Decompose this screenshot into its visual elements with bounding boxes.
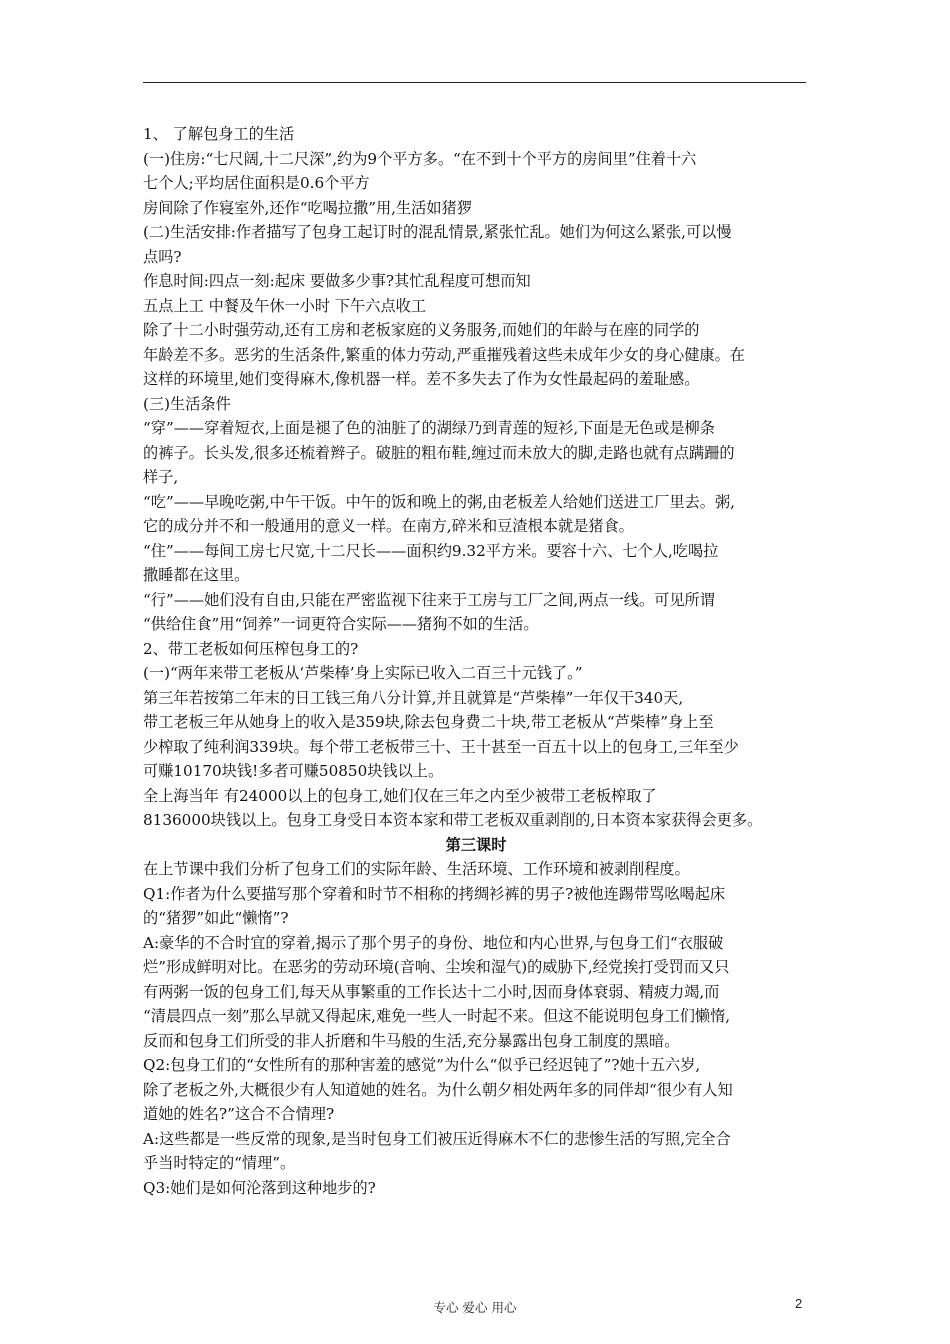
header-rule	[143, 82, 806, 83]
text-line: (三)生活条件	[143, 394, 231, 413]
text-line: A:豪华的不合时宜的穿着,揭示了那个男子的身份、地位和内心世界,与包身工们“衣服破	[143, 933, 724, 952]
text-line: Q3:她们是如何沦落到这种地步的?	[143, 1178, 376, 1197]
text-line: 房间除了作寝室外,还作“吃喝拉撒”用,生活如猪猡	[143, 198, 472, 217]
text-line: 少榨取了纯利润339块。每个带工老板带三十、王十甚至一百五十以上的包身工,三年至少	[143, 737, 739, 756]
text-line: “供给住食”用“饲养”一词更符合实际——猪狗不如的生活。	[143, 615, 539, 633]
text-line: 五点上工 中餐及午休一小时 下午六点收工	[143, 296, 427, 315]
text-line: (一)“两年来带工老板从‘芦柴棒’身上实际已收入二百三十元钱了。”	[143, 664, 583, 682]
text-line: “吃”——早晚吃粥,中午干饭。中午的饭和晚上的粥,由老板差人给她们送进工厂里去。粥,	[143, 492, 735, 511]
text-line: 除了十二小时强劳动,还有工房和老板家庭的义务服务,而她们的年龄与在座的同学的	[143, 321, 700, 339]
text-line: 的裤子。长头发,很多还梳着辫子。破脏的粗布鞋,缠过而未放大的脚,走路也就有点蹒跚的	[143, 443, 735, 462]
text-line: 烂”形成鲜明对比。在恶劣的劳动环境(音响、尘埃和湿气)的威胁下,经党挨打受罚而又只	[143, 958, 730, 976]
text-line: 1、 了解包身工的生活	[143, 125, 295, 143]
page-number: 2	[795, 1296, 803, 1311]
text-line: 全上海当年 有24000以上的包身工,她们仅在三年之内至少被带工老板榨取了	[143, 786, 657, 805]
text-line: 样子,	[143, 468, 179, 486]
text-line: 反而和包身工们所受的非人折磨和牛马般的生活,充分暴露出包身工制度的黑暗。	[143, 1031, 680, 1050]
text-line: “清晨四点一刻”那么早就又得起床,难免一些人一时起不来。但这不能说明包身工们懒惰,	[143, 1007, 731, 1025]
section-heading: 第三课时	[445, 835, 507, 854]
text-line: 作息时间:四点一刻:起床 要做多少事?其忙乱程度可想而知	[143, 272, 531, 290]
text-line: 可赚10170块钱!多者可赚50850块钱以上。	[143, 762, 444, 780]
text-line: 撒睡都在这里。	[143, 566, 250, 584]
text-line: 在上节课中我们分析了包身工们的实际年龄、生活环境、工作环境和被剥削程度。	[143, 860, 690, 878]
text-line: 带工老板三年从她身上的收入是359块,除去包身费二十块,带工老板从“芦柴棒”身上至	[143, 713, 714, 731]
text-line: Q2:包身工们的“女性所有的那种害羞的感觉”为什么“似乎已经迟钝了”?她十五六岁,	[143, 1056, 701, 1074]
text-line: “住”——每间工房七尺宽,十二尺长——面积约9.32平方米。要容十六、七个人,吃喝拉	[143, 541, 719, 560]
text-line: 七个人;平均居住面积是0.6个平方	[143, 174, 370, 192]
document-body	[143, 122, 809, 1200]
text-line: 它的成分并不和一般通用的意义一样。在南方,碎米和豆渣根本就是猪食。	[143, 517, 634, 535]
text-line: 乎当时特定的“情理”。	[143, 1154, 296, 1172]
text-line: 第三年若按第二年末的日工钱三角八分计算,并且就算是“芦柴棒”一年仅干340天,	[143, 688, 684, 707]
text-line: 2、带工老板如何压榨包身工的?	[143, 639, 359, 658]
text-line: 点吗?	[143, 247, 182, 266]
text-line: A:这些都是一些反常的现象,是当时包身工们被压近得麻木不仁的悲惨生活的写照,完全合	[143, 1129, 731, 1148]
text-line: (二)生活安排:作者描写了包身工起订时的混乱情景,紧张忙乱。她们为何这么紧张,可以慢	[143, 223, 732, 241]
text-line: “穿”——穿着短衣,上面是褪了色的油脏了的湖绿乃到青莲的短衫,下面是无色或是柳条	[143, 419, 715, 437]
text-line: 的“猪猡”如此“懒惰”?	[143, 909, 289, 927]
text-line: 有两粥一饭的包身工们,每天从事繁重的工作长达十二小时,因而身体衰弱、精疲力竭,而	[143, 982, 720, 1001]
text-line: 这样的环境里,她们变得麻木,像机器一样。差不多失去了作为女性最起码的羞耻感。	[143, 370, 700, 388]
text-line: Q1:作者为什么要描写那个穿着和时节不相称的拷绸衫裤的男子?被他连踢带骂吆喝起床	[143, 884, 726, 903]
footer-motto: 专心 爱心 用心	[433, 1300, 517, 1315]
text-line: (一)住房:“七尺阔,十二尺深”,约为9个平方多。“在不到十个平方的房间里”住着十六	[143, 149, 697, 168]
text-line: 8136000块钱以上。包身工身受日本资本家和带工老板双重剥削的,日本资本家获得会更多。	[143, 811, 763, 829]
text-line: 除了老板之外,大概很少有人知道她的姓名。为什么朝夕相处两年多的同伴却“很少有人知	[143, 1080, 733, 1099]
text-line: “行”——她们没有自由,只能在严密监视下往来于工房与工厂之间,两点一线。可见所谓	[143, 590, 715, 609]
text-line: 年龄差不多。恶劣的生活条件,繁重的体力劳动,严重摧残着这些未成年少女的身心健康。在	[143, 345, 745, 364]
text-line: 道她的姓名?”这合不合情理?	[143, 1105, 335, 1123]
